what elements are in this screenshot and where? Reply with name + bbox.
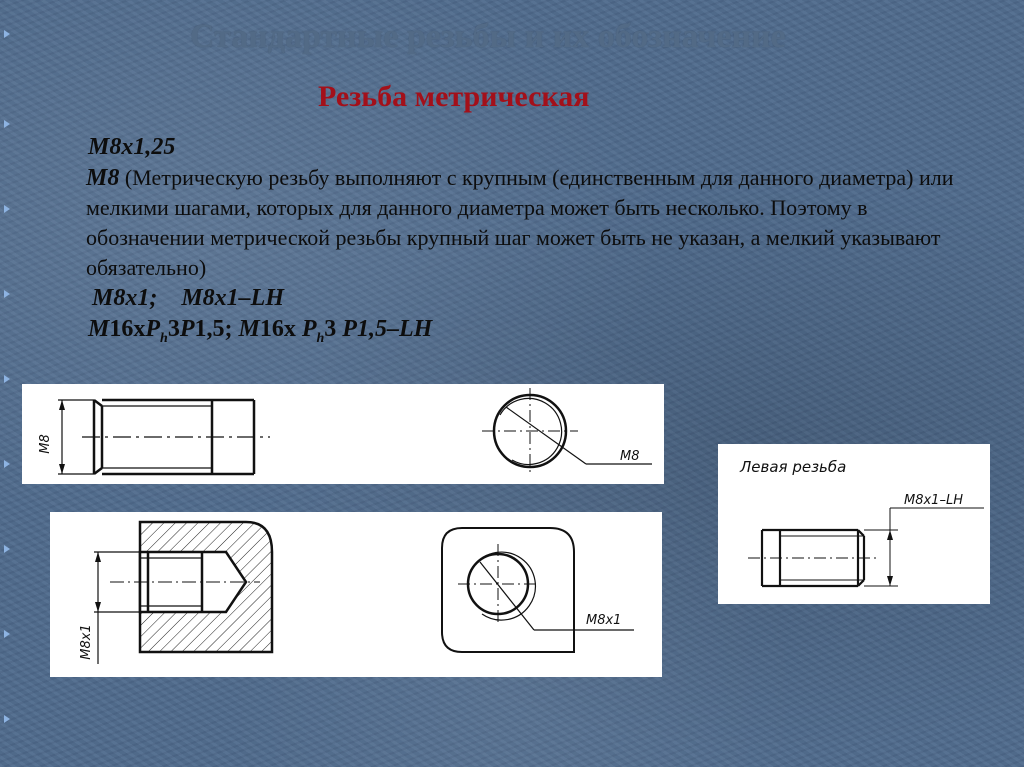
slide-title: Стандартные резьбы и их обозначение (190, 18, 786, 55)
left-thread-drawing (718, 444, 990, 604)
bullet-icon (4, 375, 10, 383)
des-b-m: М (238, 316, 260, 342)
bolt-size-label: М8 (38, 434, 53, 454)
des-b-num: 16х (259, 316, 302, 342)
designation-lead: М8 (86, 165, 120, 191)
des-a-rest: 3 (167, 316, 180, 342)
bullet-icon (4, 205, 10, 213)
example-left: М8х1–LH (181, 285, 285, 311)
hole-size-label: М8х1 (79, 624, 94, 660)
bolt-drawing (22, 384, 664, 484)
des-a-end: 1,5; (194, 316, 233, 342)
bullet-icon (4, 30, 10, 38)
bullet-icon (4, 630, 10, 638)
des-a-p: P (145, 316, 161, 342)
hole-end-label: М8х1 (586, 613, 622, 628)
des-a-p2: P (179, 316, 195, 342)
hole-drawing (50, 512, 662, 677)
des-a-m: М (88, 316, 110, 342)
bullet-icon (4, 120, 10, 128)
bolt-drawing-panel (22, 384, 664, 484)
des-b-p: P (301, 316, 317, 342)
des-b-rest: 3 (324, 316, 343, 342)
left-thread-panel (718, 444, 990, 604)
des-b-end: 1,5–LH (356, 316, 433, 342)
multistart-line (88, 314, 988, 354)
bolt-end-label: М8 (620, 449, 640, 464)
des-b-sub: h (316, 330, 325, 346)
des-a-num: 16х (109, 316, 146, 342)
slide-subtitle: Резьба метрическая (318, 80, 590, 113)
left-thread-caption: Левая резьба (740, 458, 847, 476)
des-a-sub: h (160, 330, 168, 346)
bullet-icon (4, 545, 10, 553)
bullet-icon (4, 715, 10, 723)
explanation-text: (Метрическую резьбу выполняют с крупным (единственным для данного диаметра) или мелкими шагами, которых для данного диаметра может быть несколько. Поэтому в обозначении метрической резьбы крупный шаг может быть не указан, а мелкий указывают обязательно) (86, 165, 954, 280)
slide-bullets (0, 0, 14, 767)
example-fine: М8х1; (92, 285, 158, 311)
explanation-paragraph (86, 163, 988, 283)
des-b-p2: P (342, 316, 357, 342)
hole-drawing-panel (50, 512, 662, 677)
bullet-icon (4, 460, 10, 468)
designation-line: М8х1,25 (88, 134, 176, 160)
bullet-icon (4, 290, 10, 298)
left-thread-label: М8х1–LH (904, 493, 963, 508)
examples-line (88, 283, 988, 314)
slide-body (88, 132, 988, 354)
